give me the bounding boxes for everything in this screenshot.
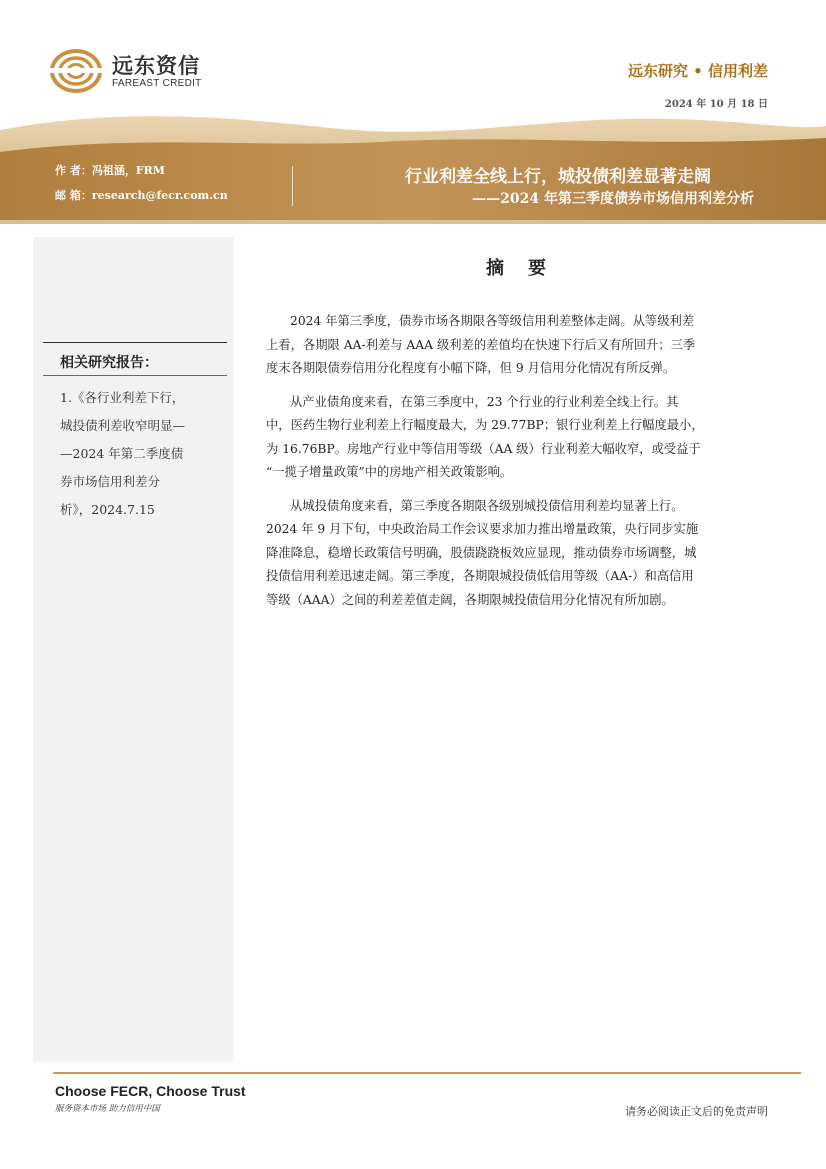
email-line	[55, 187, 228, 203]
author-label: 作 者：	[55, 164, 92, 177]
text-line: 从产业债角度来看，在第三季度中，23 个行业的行业利差全线上行。其	[290, 394, 679, 409]
fecr-logo	[50, 48, 220, 96]
brand-name-cn: 远东资信	[112, 54, 200, 78]
text-line: 降准降息，稳增长政策信号明确，股债跷跷板效应显现，推动债券市场调整，城	[266, 545, 697, 560]
text-line: 2024 年第三季度，债券市场各期限各等级信用利差整体走阔。从等级利差	[290, 314, 695, 328]
email-label: 邮 箱：	[55, 189, 92, 202]
related-report-line: 1.《各行业利差下行，	[60, 390, 185, 405]
text-line: 为 16.76BP。房地产行业中等信用等级（AA 级）行业利差大幅收窄，或受益于	[266, 441, 701, 456]
related-report-line: 析》，2024.7.15	[60, 502, 155, 517]
text-line: 中，医药生物行业利差上行幅度最大，为 29.77BP；银行业利差上行幅度最小，	[266, 418, 704, 432]
footer-slogan: 服务资本市场 助力信用中国	[55, 1104, 160, 1114]
related-report-line: —2024 年第二季度债	[60, 446, 184, 461]
text-line: 2024 年 9 月下旬，中央政治局工作会议要求加力推出增量政策，央行同步实施	[266, 522, 699, 536]
sidebar-top-rule	[43, 342, 227, 343]
report-series: 远东研究 • 信用利差	[627, 62, 768, 80]
report-subtitle: ——2024 年第三季度债券市场信用利差分析	[472, 191, 754, 207]
text-line: 上看，各期限 AA-利差与 AAA 级利差的差值均在快速下行后又有所回升；三季	[266, 337, 696, 352]
abstract-title: 摘要	[486, 258, 570, 279]
author-name: 冯祖涵，FRM	[91, 164, 165, 177]
footer-rule	[53, 1072, 801, 1074]
email-link[interactable]: research@fecr.com.cn	[91, 189, 228, 202]
related-report-item[interactable]	[60, 384, 220, 524]
text-line: 等级（AAA）之间的利差差值走阔，各期限城投债信用分化情况有所加剧。	[266, 592, 674, 607]
brand-name-en: FAREAST CREDIT	[112, 78, 202, 89]
logo-mark-icon	[50, 48, 104, 94]
related-report-line: 城投债利差收窄明显—	[60, 418, 186, 433]
related-reports-heading: 相关研究报告：	[60, 355, 158, 371]
text-line: 投债信用利差迅速走阔。第三季度，各期限城投债低信用等级（AA-）和高信用	[266, 569, 694, 583]
report-date: 2024 年 10 月 18 日	[664, 99, 768, 110]
related-report-line: 券市场信用利差分	[60, 474, 161, 489]
report-title: 行业利差全线上行，城投债利差显著走阔	[405, 167, 711, 187]
author-line	[55, 162, 165, 178]
abstract-body	[266, 300, 781, 622]
banner-divider	[292, 166, 293, 206]
text-line: 从城投债角度来看，第三季度各期限各级别城投债信用利差均显著上行。	[290, 498, 684, 513]
footer-brand: Choose FECR, Choose Trust	[55, 1083, 246, 1099]
text-line: 度末各期限债券信用分化程度有小幅下降，但 9 月信用分化情况有所反弹。	[266, 361, 676, 375]
footer-disclaimer[interactable]: 请务必阅读正文后的免责声明	[625, 1105, 768, 1118]
sidebar-heading-rule	[43, 375, 227, 376]
text-line: “一揽子增量政策”中的房地产相关政策影响。	[266, 465, 513, 479]
